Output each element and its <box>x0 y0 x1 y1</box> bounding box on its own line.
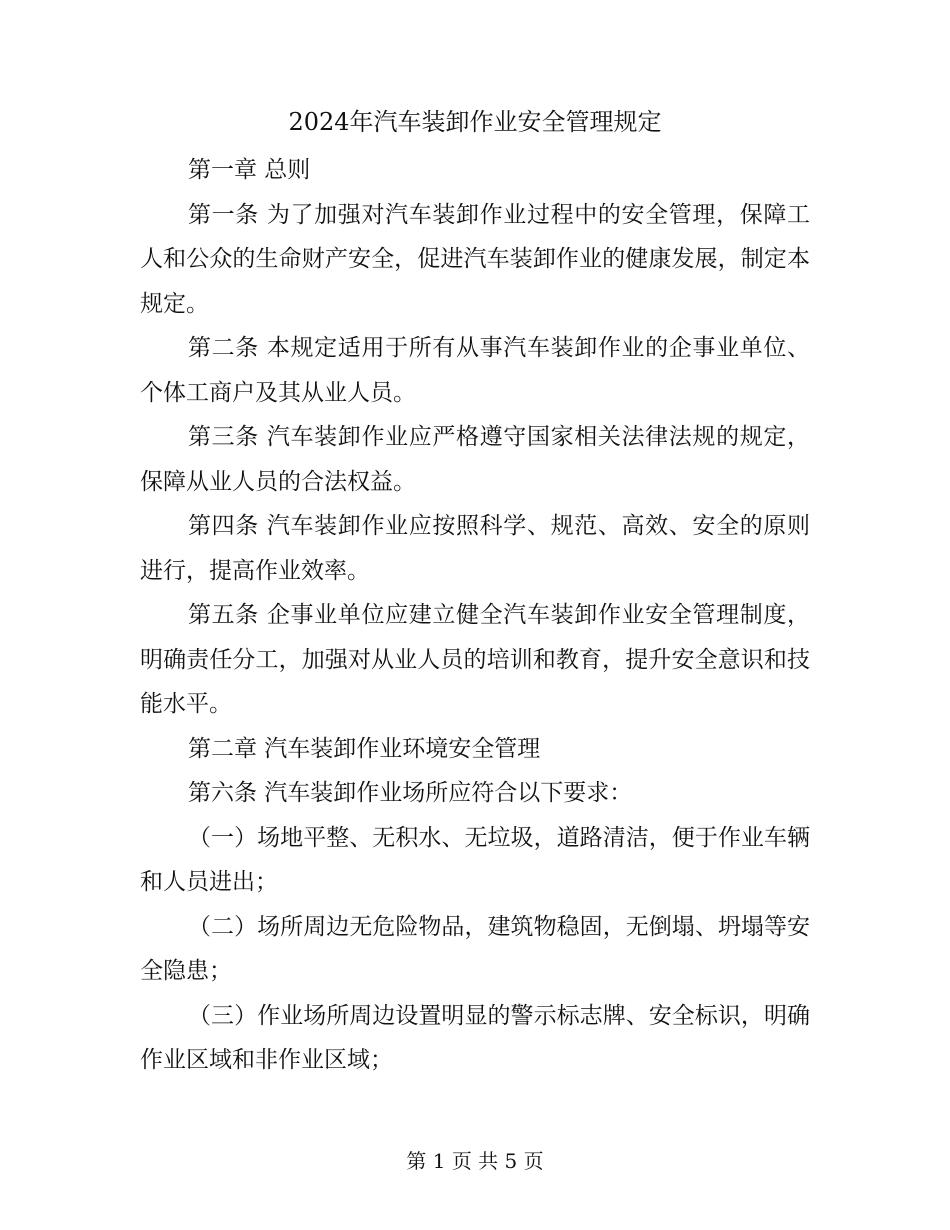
page-number-footer: 第 1 页 共 5 页 <box>406 1149 544 1173</box>
document-title: 2024年汽车装卸作业安全管理规定 <box>288 108 662 136</box>
list-item: （二）场所周边无危险物品，建筑物稳固，无倒塌、坍塌等安全隐患； <box>140 913 810 984</box>
article-paragraph: 第一条 为了加强对汽车装卸作业过程中的安全管理，保障工人和公众的生命财产安全，促进汽车装卸作业的健康发展，制定本规定。 <box>140 201 810 317</box>
article-paragraph: 第五条 企事业单位应建立健全汽车装卸作业安全管理制度，明确责任分工，加强对从业人员的培训和教育，提升安全意识和技能水平。 <box>140 602 810 717</box>
list-item: （一）场地平整、无积水、无垃圾，道路清洁，便于作业车辆和人员进出； <box>140 824 810 895</box>
article-paragraph: 第二条 本规定适用于所有从事汽车装卸作业的企事业单位、个体工商户及其从业人员。 <box>140 335 810 406</box>
chapter-heading: 第一章 总则 <box>188 157 311 183</box>
article-paragraph: 第三条 汽车装卸作业应严格遵守国家相关法律法规的规定，保障从业人员的合法权益。 <box>140 424 810 495</box>
chapter-heading: 第二章 汽车装卸作业环境安全管理 <box>188 735 541 762</box>
article-paragraph: 第四条 汽车装卸作业应按照科学、规范、高效、安全的原则进行，提高作业效率。 <box>140 513 810 584</box>
article-paragraph: 第六条 汽车装卸作业场所应符合以下要求： <box>188 780 633 806</box>
document-body <box>140 148 810 1083</box>
list-item: （三）作业场所周边设置明显的警示标志牌、安全标识，明确作业区域和非作业区域； <box>140 1002 810 1073</box>
